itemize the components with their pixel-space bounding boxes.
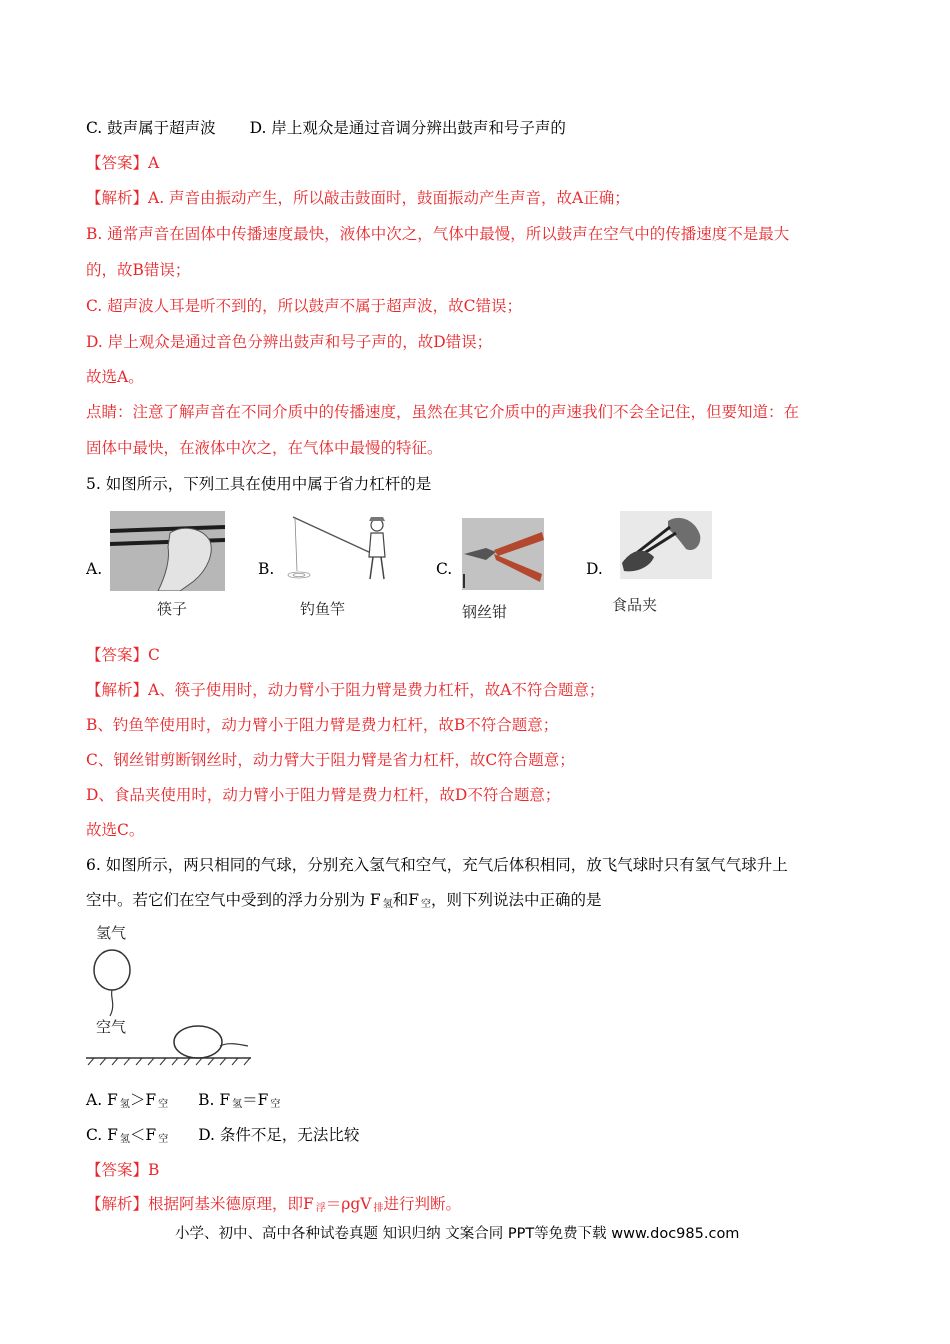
q5-question: 5. 如图所示，下列工具在使用中属于省力杠杆的是 [86,475,432,493]
q4-analysis-a: 【解析】A. 声音由振动产生，所以敲击鼓面时，鼓面振动产生声音，故A正确； [86,189,630,207]
q5-analysis-b: B、钓鱼竿使用时，动力臂小于阻力臂是费力杠杆，故B不符合题意； [86,716,559,734]
q5-option-a-label: A. [86,560,103,578]
wire-pliers-image [462,518,544,590]
balloons-figure [86,922,256,1068]
q5-option-c-label: C. [436,560,453,578]
q5-choose: 故选C。 [86,821,145,839]
q5-caption-a: 筷子 [157,600,188,618]
q5-caption-c: 钢丝钳 [462,603,508,621]
hydrogen-label: 氢气 [96,924,127,942]
q4-analysis-b1: B. 通常声音在固体中传播速度最快，液体中次之，气体中最慢，所以鼓声在空气中的传播速度不是最大 [86,225,790,243]
q6-options-ab: A. F $_氢$＞F $_空$ B. F $_氢$＝F $_空$ [86,1091,281,1110]
q4-analysis-d: D. 岸上观众是通过音色分辨出鼓声和号子声的，故D错误； [86,333,493,351]
sub-air: 空 [420,899,431,910]
fishing-rod-image [285,511,395,591]
q5-caption-d: 食品夹 [612,596,658,614]
q4-options-cd [86,118,566,138]
food-tongs-image [620,511,712,579]
q5-analysis-a: 【解析】A、筷子使用时，动力臂小于阻力臂是费力杠杆，故A不符合题意； [86,681,605,699]
q4-answer: 【答案】A [86,154,160,172]
q6-question-line1: 6. 如图所示，两只相同的气球，分别充入氢气和空气，充气后体积相同，放飞气球时只有氢气气球升上 [86,856,788,874]
q5-analysis-d: D、食品夹使用时，动力臂小于阻力臂是费力杠杆，故D不符合题意； [86,786,561,804]
q6-answer: 【答案】B [86,1161,160,1179]
q5-analysis-c: C、钢丝钳剪断钢丝时，动力臂大于阻力臂是省力杠杆，故C符合题意； [86,751,575,769]
q4-analysis-b2: 的，故B错误； [86,261,191,279]
sub-hydrogen: 氢 [382,899,393,910]
q4-option-c: C. 鼓声属于超声波 [86,119,216,137]
q5-caption-b: 钓鱼竿 [300,600,346,618]
q4-choose: 故选A。 [86,368,144,386]
q6-question-line2: 空中。若它们在空气中受到的浮力分别为 F $_氢$和F $_空$，则下列说法中正确的是 [86,891,602,910]
chopsticks-image [110,511,225,591]
q5-option-b-label: B. [258,560,275,578]
q6-analysis: 【解析】根据阿基米德原理，即F $_浮$＝ρgV $_排$进行判断。 [86,1195,462,1214]
air-label: 空气 [96,1018,127,1036]
q4-tip-line1: 点睛：注意了解声音在不同介质中的传播速度，虽然在其它介质中的声速我们不会全记住，但要知道：在 [86,403,800,421]
q4-tip-line2: 固体中最快，在液体中次之，在气体中最慢的特征。 [86,439,443,457]
q4-option-d: D. 岸上观众是通过音调分辨出鼓声和号子声的 [249,119,566,137]
q4-analysis-c: C. 超声波人耳是听不到的，所以鼓声不属于超声波，故C错误； [86,297,523,315]
q5-option-d-label: D. [586,560,603,578]
page-footer: 小学、初中、高中各种试卷真题 知识归纳 文案合同 PPT等免费下载 www.doc985.com [175,1226,740,1242]
q5-answer: 【答案】C [86,646,160,664]
q6-options-cd: C. F $_氢$＜F $_空$ D. 条件不足，无法比较 [86,1126,360,1145]
